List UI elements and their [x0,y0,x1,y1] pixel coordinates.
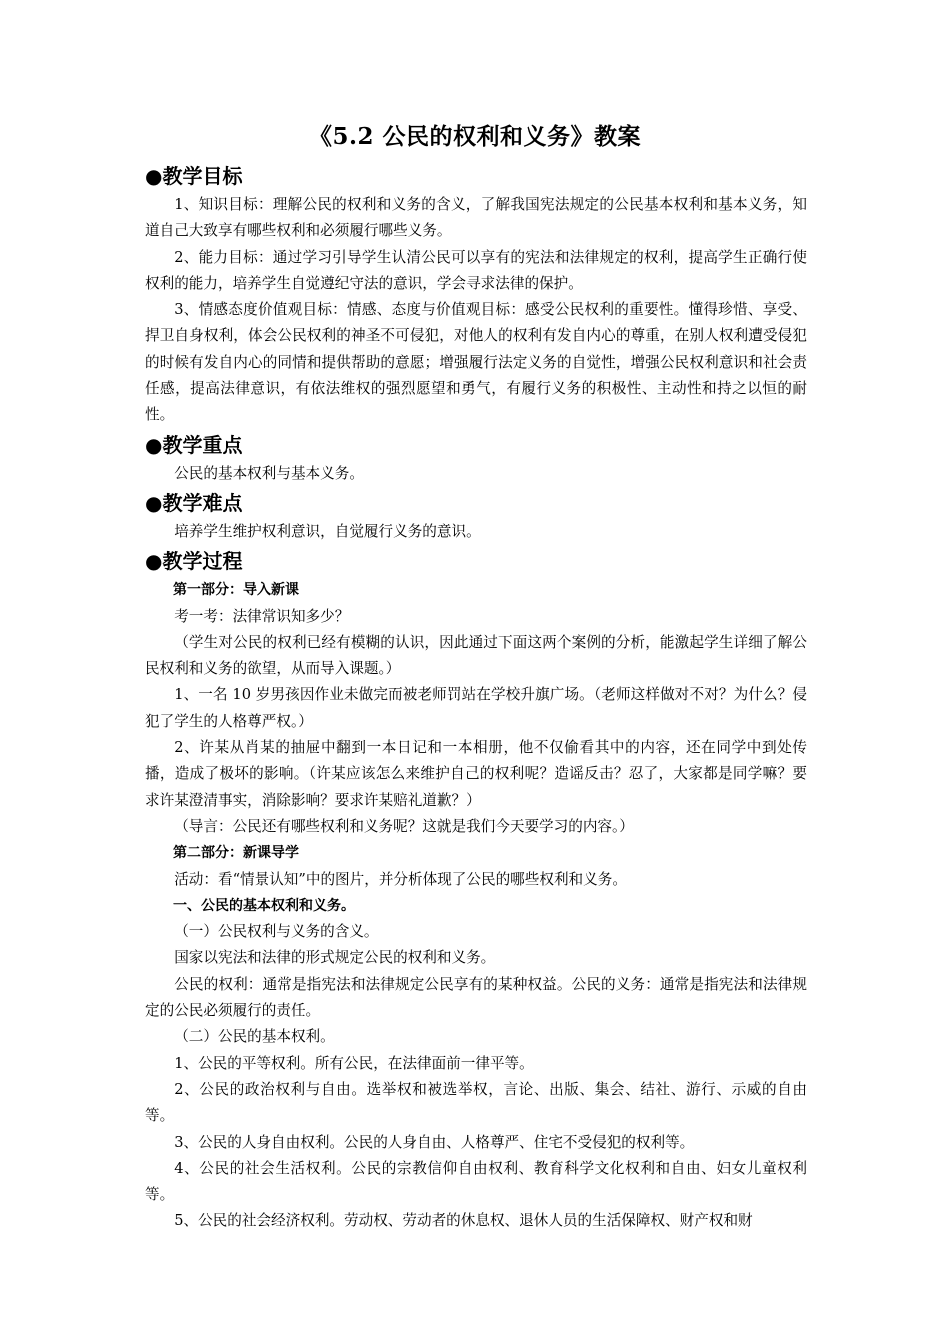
process-paragraph: 国家以宪法和法律的形式规定公民的权利和义务。 [174,949,496,967]
section-heading-difficulty: ●教学难点 [145,490,243,515]
document-title: 《5.2 公民的权利和义务》教案 [308,123,642,150]
section-heading-key: ●教学重点 [145,432,243,457]
process-paragraph: 3、公民的人身自由权利。公民的人身自由、人格尊严、住宅不受侵犯的权利等。 [174,1133,695,1151]
document-body [145,160,807,1235]
section-heading-process: ●教学过程 [145,549,243,574]
difficulty-text: 培养学生维护权利意识，自觉履行义务的意识。 [174,522,481,540]
process-paragraph: 4、公民的社会生活权利。公民的宗教信仰自由权利、教育科学文化权利和自由、妇女儿童权利等。 [145,1159,807,1204]
process-paragraph: 1、公民的平等权利。所有公民，在法律面前一律平等。 [174,1054,534,1072]
process-paragraph: （导言：公民还有哪些权利和义务呢？这就是我们今天要学习的内容。） [174,817,634,835]
section-heading-goals: ●教学目标 [145,164,243,188]
process-paragraph: 公民的权利：通常是指宪法和法律规定公民享有的某种权益。公民的义务：通常是指宪法和法律规定的公民必须履行的责任。 [145,975,807,1020]
process-paragraph: 2、许某从肖某的抽屉中翻到一本日记和一本相册，他不仅偷看其中的内容，还在同学中到处传播，造成了极坏的影响。（许某应该怎么来维护自己的权利呢？造谣反击？忍了，大家都是同学嘛？要求许某澄清事实，消除影响？要求许某赔礼道歉？） [145,739,807,809]
part1-heading: 第一部分：导入新课 [173,582,299,599]
process-paragraph: （一）公民权利与义务的含义。 [174,923,379,941]
goal-knowledge: 1、知识目标：理解公民的权利和义务的含义，了解我国宪法规定的公民基本权利和基本义务，知道自己大致享有哪些权利和必须履行哪些义务。 [145,196,807,240]
process-paragraph: （二）公民的基本权利。 [174,1028,335,1046]
process-paragraph: 考一考：法律常识知多少？ [174,607,350,625]
goal-attitude: 3、情感态度价值观目标：情感、态度与价值观目标：感受公民权利的重要性。懂得珍惜、享受、捍卫自身权利，体会公民权利的神圣不可侵犯，对他人的权利有发自内心的尊重，在别人权利遭受侵犯的时候有发自内心的同情和提供帮助的意愿；增强履行法定义务的自觉性，增强公民权利意识和社会责任感，提高法律意识，有依法维权的强烈愿望和勇气，有履行义务的积极性、主动性和持之以恒的耐性。 [145,301,807,424]
key-text: 公民的基本权利与基本义务。 [174,464,364,482]
process-paragraph: 1、一名 10 岁男孩因作业未做完而被老师罚站在学校升旗广场。（老师这样做对不对？为什么？侵犯了学生的人格尊严权。） [145,686,807,730]
process-paragraph: 2、公民的政治权利与自由。选举权和被选举权，言论、出版、集会、结社、游行、示威的自由等。 [145,1080,807,1125]
part2-heading: 第二部分：新课导学 [173,845,299,862]
process-paragraph: 活动：看“情景认知”中的图片，并分析体现了公民的哪些权利和义务。 [174,870,627,888]
process-paragraph: （学生对公民的权利已经有模糊的认识，因此通过下面这两个案例的分析，能激起学生详细了解公民权利和义务的欲望，从而导入课题。） [145,633,807,678]
process-paragraph: 5、公民的社会经济权利。劳动权、劳动者的休息权、退休人员的生活保障权、财产权和财 [174,1212,753,1230]
goal-ability: 2、能力目标：通过学习引导学生认清公民可以享有的宪法和法律规定的权利，提高学生正确行使权利的能力，培养学生自觉遵纪守法的意识，学会寻求法律的保护。 [145,248,807,292]
subsection-heading: 一、公民的基本权利和义务。 [173,897,355,914]
